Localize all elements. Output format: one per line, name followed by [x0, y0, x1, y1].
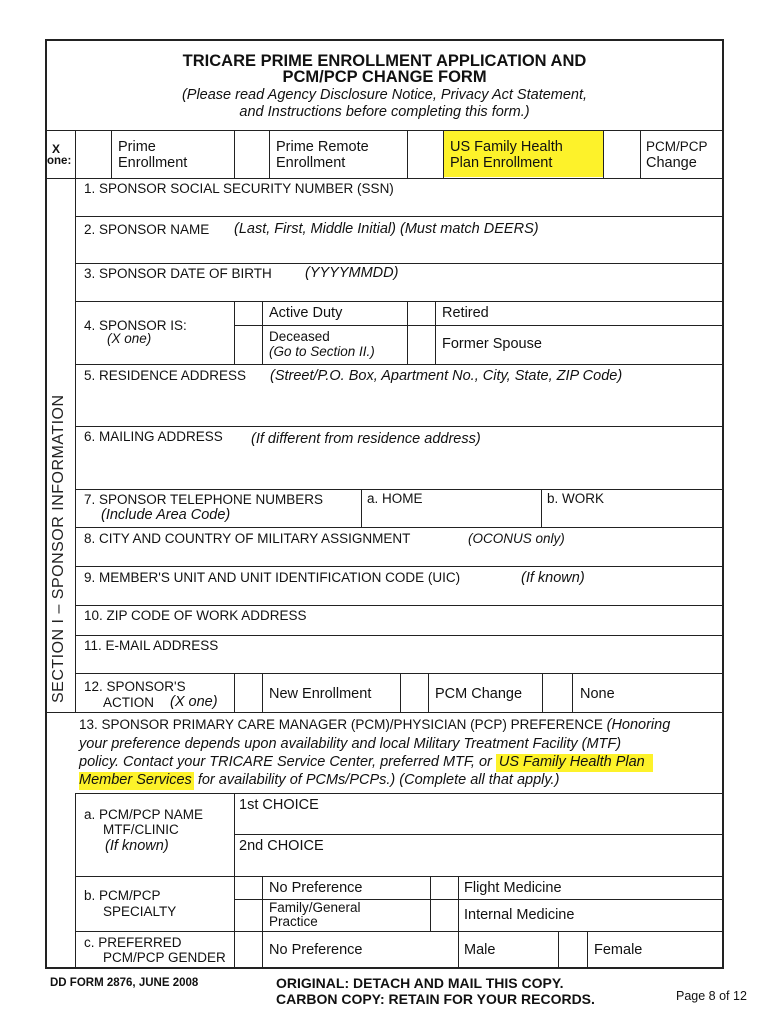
gender-male-checkbox[interactable] — [431, 932, 458, 969]
form-title-line2: PCM/PCP CHANGE FORM — [282, 68, 487, 86]
active-duty-label: Active Duty — [269, 305, 343, 321]
sponsor-name-note: (Last, First, Middle Initial) (Must match DEERS) — [234, 221, 539, 237]
form-subtitle-line2: and Instructions before completing this form.) — [239, 104, 530, 120]
gender-no-pref-label: No Preference — [269, 942, 363, 958]
one-label: one: — [47, 155, 72, 167]
deceased-label: Deceased — [269, 329, 330, 344]
action-label: 12. SPONSOR'S — [84, 679, 186, 694]
active-duty-checkbox[interactable] — [235, 302, 262, 325]
home-phone-label: a. HOME — [367, 491, 423, 506]
sponsor-is-note: (X one) — [107, 331, 152, 346]
residence-label: 5. RESIDENCE ADDRESS — [84, 368, 247, 383]
sponsor-name-label: 2. SPONSOR NAME — [84, 222, 210, 237]
prime-enrollment-label-2: Enrollment — [118, 155, 188, 171]
gender-female-label: Female — [594, 942, 643, 958]
pcm-change-checkbox[interactable] — [604, 131, 640, 178]
gender-female-checkbox[interactable] — [559, 932, 587, 969]
pcm-pref-line1a: 13. SPONSOR PRIMARY CARE MANAGER (PCM)/PHYSICIAN (PCP) PREFERENCE — [79, 717, 603, 732]
unit-input[interactable] — [80, 587, 720, 603]
pcm-change-label-1: PCM/PCP — [646, 139, 708, 154]
usfhp-label-1: US Family Health — [450, 139, 563, 155]
internal-medicine-checkbox[interactable] — [431, 900, 458, 931]
dob-input[interactable] — [80, 283, 720, 299]
pcm-pref-line3b: US Family Health Plan — [496, 754, 653, 772]
assignment-input[interactable] — [80, 548, 720, 564]
form-id: DD FORM 2876, JUNE 2008 — [50, 977, 199, 989]
none-action-label: None — [580, 686, 615, 702]
mailing-note: (If different from residence address) — [251, 431, 481, 447]
family-practice-label-1: Family/General — [269, 900, 361, 915]
pcm-change-label-2: Change — [646, 155, 697, 171]
family-practice-checkbox[interactable] — [235, 900, 262, 931]
prime-remote-label-1: Prime Remote — [276, 139, 369, 155]
none-action-checkbox[interactable] — [543, 674, 572, 712]
pcm-pref-line3a: policy. Contact your TRICARE Service Center, preferred MTF, or — [79, 754, 492, 770]
first-choice-label: 1st CHOICE — [239, 797, 319, 813]
action-label-2: ACTION — [103, 695, 155, 710]
unit-label: 9. MEMBER'S UNIT AND UNIT IDENTIFICATION CODE (UIC) — [84, 570, 461, 585]
pcm-name-label-2: MTF/CLINIC — [103, 822, 179, 837]
flight-medicine-label: Flight Medicine — [464, 880, 562, 896]
pcm-name-label-3: (If known) — [105, 838, 169, 854]
pcm-pref-line1 — [79, 717, 670, 733]
sponsor-is-label: 4. SPONSOR IS: — [84, 318, 187, 333]
dob-note: (YYYYMMDD) — [305, 265, 399, 281]
gender-label-1: c. PREFERRED — [84, 935, 182, 950]
pcm-pref-line1b: (Honoring — [606, 717, 671, 733]
usfhp-checkbox[interactable] — [408, 131, 443, 178]
x-label: X — [52, 142, 61, 156]
deceased-checkbox[interactable] — [235, 326, 262, 364]
action-note: (X one) — [170, 694, 218, 710]
email-label: 11. E-MAIL ADDRESS — [84, 638, 219, 653]
residence-note: (Street/P.O. Box, Apartment No., City, State, ZIP Code) — [270, 368, 623, 384]
pcm-change-action-checkbox[interactable] — [401, 674, 428, 712]
new-enrollment-checkbox[interactable] — [235, 674, 262, 712]
assignment-note: (OCONUS only) — [468, 531, 565, 546]
first-choice-input[interactable] — [236, 814, 722, 832]
mailing-input[interactable] — [80, 450, 720, 487]
gender-label-2: PCM/PCP GENDER — [103, 950, 226, 965]
telephone-note: (Include Area Code) — [101, 507, 231, 523]
gender-male-label: Male — [464, 942, 496, 958]
unit-note: (If known) — [521, 570, 585, 586]
pcm-pref-line3 — [79, 754, 653, 770]
mailing-label: 6. MAILING ADDRESS — [84, 429, 223, 444]
prime-remote-checkbox[interactable] — [235, 131, 269, 178]
work-zip-label: 10. ZIP CODE OF WORK ADDRESS — [84, 608, 307, 623]
pcm-pref-line4a: Member Services — [79, 772, 192, 788]
pcm-change-action-label: PCM Change — [435, 686, 523, 702]
gender-no-pref-checkbox[interactable] — [235, 932, 262, 969]
work-phone-label: b. WORK — [547, 491, 605, 506]
family-practice-label-2: Practice — [269, 914, 318, 929]
residence-input[interactable] — [80, 388, 720, 424]
sponsor-name-input[interactable] — [80, 240, 720, 260]
form-title-line1: TRICARE PRIME ENROLLMENT APPLICATION AND — [182, 52, 587, 70]
former-spouse-label: Former Spouse — [442, 336, 542, 352]
second-choice-label: 2nd CHOICE — [239, 838, 324, 854]
form-subtitle-line1: (Please read Agency Disclosure Notice, Privacy Act Statement, — [181, 87, 588, 103]
prime-enrollment-checkbox[interactable] — [76, 131, 111, 178]
pcm-pref-line4 — [79, 772, 559, 788]
prime-remote-label-2: Enrollment — [276, 155, 346, 171]
usfhp-label-2: Plan Enrollment — [450, 155, 553, 171]
original-note: ORIGINAL: DETACH AND MAIL THIS COPY. — [276, 975, 564, 991]
email-input[interactable] — [80, 654, 720, 672]
assignment-label: 8. CITY AND COUNTRY OF MILITARY ASSIGNMENT — [84, 531, 411, 546]
specialty-no-pref-checkbox[interactable] — [235, 877, 262, 899]
specialty-label-1: b. PCM/PCP — [84, 888, 161, 903]
second-choice-input[interactable] — [236, 855, 722, 874]
pcm-name-label-1: a. PCM/PCP NAME — [84, 807, 204, 822]
prime-enrollment-label-1: Prime — [118, 139, 156, 155]
home-phone-input[interactable] — [362, 506, 540, 526]
specialty-no-pref-label: No Preference — [269, 880, 363, 896]
work-phone-input[interactable] — [542, 506, 722, 526]
telephone-label: 7. SPONSOR TELEPHONE NUMBERS — [84, 492, 324, 507]
section-i-label: SECTION I – SPONSOR INFORMATION — [50, 394, 67, 703]
dob-label: 3. SPONSOR DATE OF BIRTH — [84, 266, 272, 281]
carbon-note: CARBON COPY: RETAIN FOR YOUR RECORDS. — [276, 991, 595, 1007]
ssn-label: 1. SPONSOR SOCIAL SECURITY NUMBER (SSN) — [84, 181, 394, 196]
pcm-pref-line2: your preference depends upon availability and local Military Treatment Facility (MTF) — [79, 736, 622, 752]
former-spouse-checkbox[interactable] — [408, 326, 435, 364]
new-enrollment-label: New Enrollment — [269, 686, 372, 702]
page-number: Page 8 of 12 — [676, 989, 747, 1003]
work-zip-input[interactable] — [400, 607, 720, 633]
specialty-label-2: SPECIALTY — [103, 904, 177, 919]
ssn-input[interactable] — [80, 198, 720, 214]
retired-checkbox[interactable] — [408, 302, 435, 325]
flight-medicine-checkbox[interactable] — [431, 877, 458, 899]
deceased-note: (Go to Section II.) — [269, 344, 375, 359]
retired-label: Retired — [442, 305, 489, 321]
internal-medicine-label: Internal Medicine — [464, 907, 575, 923]
pcm-pref-line4b: for availability of PCMs/PCPs.) (Complete all that apply.) — [197, 772, 560, 788]
